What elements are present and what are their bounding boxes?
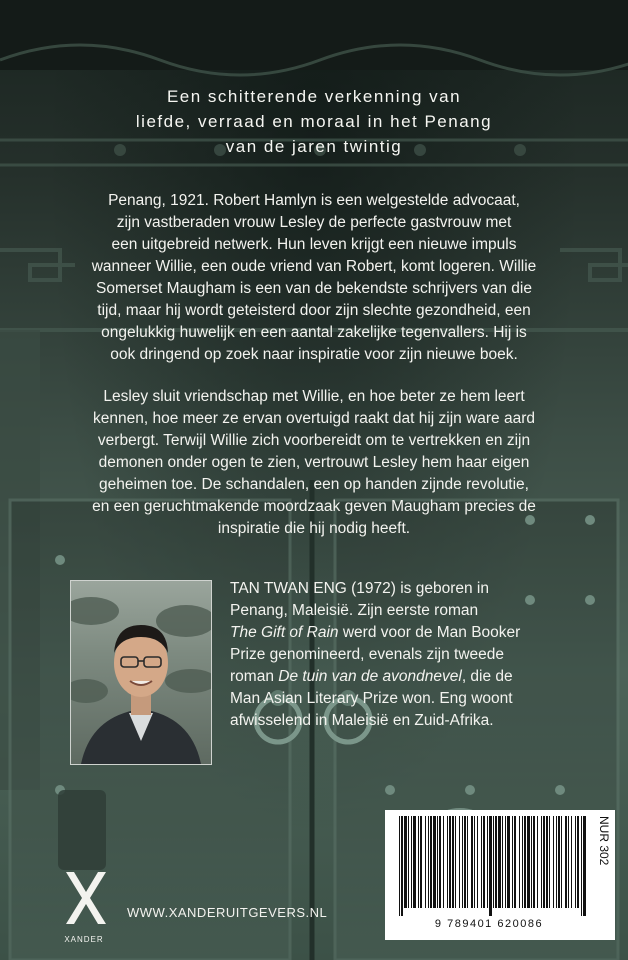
- book-title-tuin-avondnevel: De tuin van de avondnevel: [278, 668, 462, 685]
- synopsis-line: geheimen toe. De schandalen, een op handen zijnde revolutie,: [98, 476, 529, 493]
- tagline-line: liefde, verraad en moraal in het Penang: [135, 112, 493, 131]
- xander-logo-icon: [62, 868, 106, 944]
- synopsis-line: een uitgebreid netwerk. Hun leven krijgt een nieuwe impuls: [111, 236, 517, 253]
- author-bio: [230, 578, 610, 732]
- synopsis-line: ook dringend op zoek naar inspiratie voor zijn nieuwe boek.: [110, 346, 518, 363]
- bio-line: [230, 666, 610, 688]
- nur-code: NUR 302: [597, 816, 611, 866]
- tagline: [0, 84, 628, 159]
- synopsis-paragraph-1: [30, 190, 598, 366]
- tagline-line: Een schitterende verkenning van: [166, 87, 462, 106]
- synopsis-line: verbergt. Terwijl Willie zich voorbereidt om te vertrekken en zijn: [97, 432, 531, 449]
- bio-text: werd voor de Man Booker: [338, 624, 521, 641]
- synopsis-line: Penang, 1921. Robert Hamlyn is een welgestelde advocaat,: [108, 192, 520, 209]
- isbn-number: 9 789401 620086: [434, 918, 544, 930]
- synopsis-line: demonen onder ogen te zien, vertrouwt Lesley hem haar eigen: [98, 454, 530, 471]
- synopsis-line: Lesley sluit vriendschap met Willie, en hoe beter ze hem leert: [103, 388, 525, 405]
- synopsis-paragraph-2: [30, 386, 598, 540]
- synopsis-line: Somerset Maugham is een van de bekendste schrijvers van die: [96, 280, 532, 297]
- synopsis-line: inspiratie die hij nodig heeft.: [217, 520, 411, 537]
- bio-text: , die de: [461, 668, 513, 685]
- tagline-line: van de jaren twintig: [225, 137, 403, 156]
- synopsis-line: wanneer Willie, een oude vriend van Robert, komt logeren. Willie: [91, 258, 537, 275]
- book-title-gift-of-rain: The Gift of Rain: [230, 624, 339, 641]
- bio-text: roman: [230, 668, 279, 685]
- publisher-website: WWW.XANDERUITGEVERS.NL: [127, 905, 328, 920]
- bio-line: afwisselend in Maleisië en Zuid-Afrika.: [230, 712, 494, 729]
- svg-text:XANDER: XANDER: [64, 935, 104, 944]
- author-photo: [70, 580, 212, 765]
- synopsis-line: en een geruchtmakende moordzaak geven Maugham precies de: [92, 498, 536, 515]
- bio-line: TAN TWAN ENG (1972) is geboren in: [230, 580, 489, 597]
- synopsis-line: kennen, hoe meer ze ervan overtuigd raakt dat hij zijn ware aard: [93, 410, 535, 427]
- bio-line: Man Asian Literary Prize won. Eng woont: [230, 690, 513, 707]
- barcode-label: [385, 810, 615, 940]
- bio-line: Penang, Maleisië. Zijn eerste roman: [230, 602, 479, 619]
- synopsis-line: zijn vastberaden vrouw Lesley de perfecte gastvrouw met: [116, 214, 512, 231]
- bio-line: Prize genomineerd, evenals zijn tweede: [230, 646, 504, 663]
- barcode-icon: [391, 816, 591, 918]
- bio-line: [230, 622, 610, 644]
- synopsis-line: tijd, maar hij wordt geteisterd door zijn slechte gezondheid, een: [97, 302, 531, 319]
- synopsis-line: ongelukkig huwelijk en een aantal zakelijke tegenvallers. Hij is: [101, 324, 527, 341]
